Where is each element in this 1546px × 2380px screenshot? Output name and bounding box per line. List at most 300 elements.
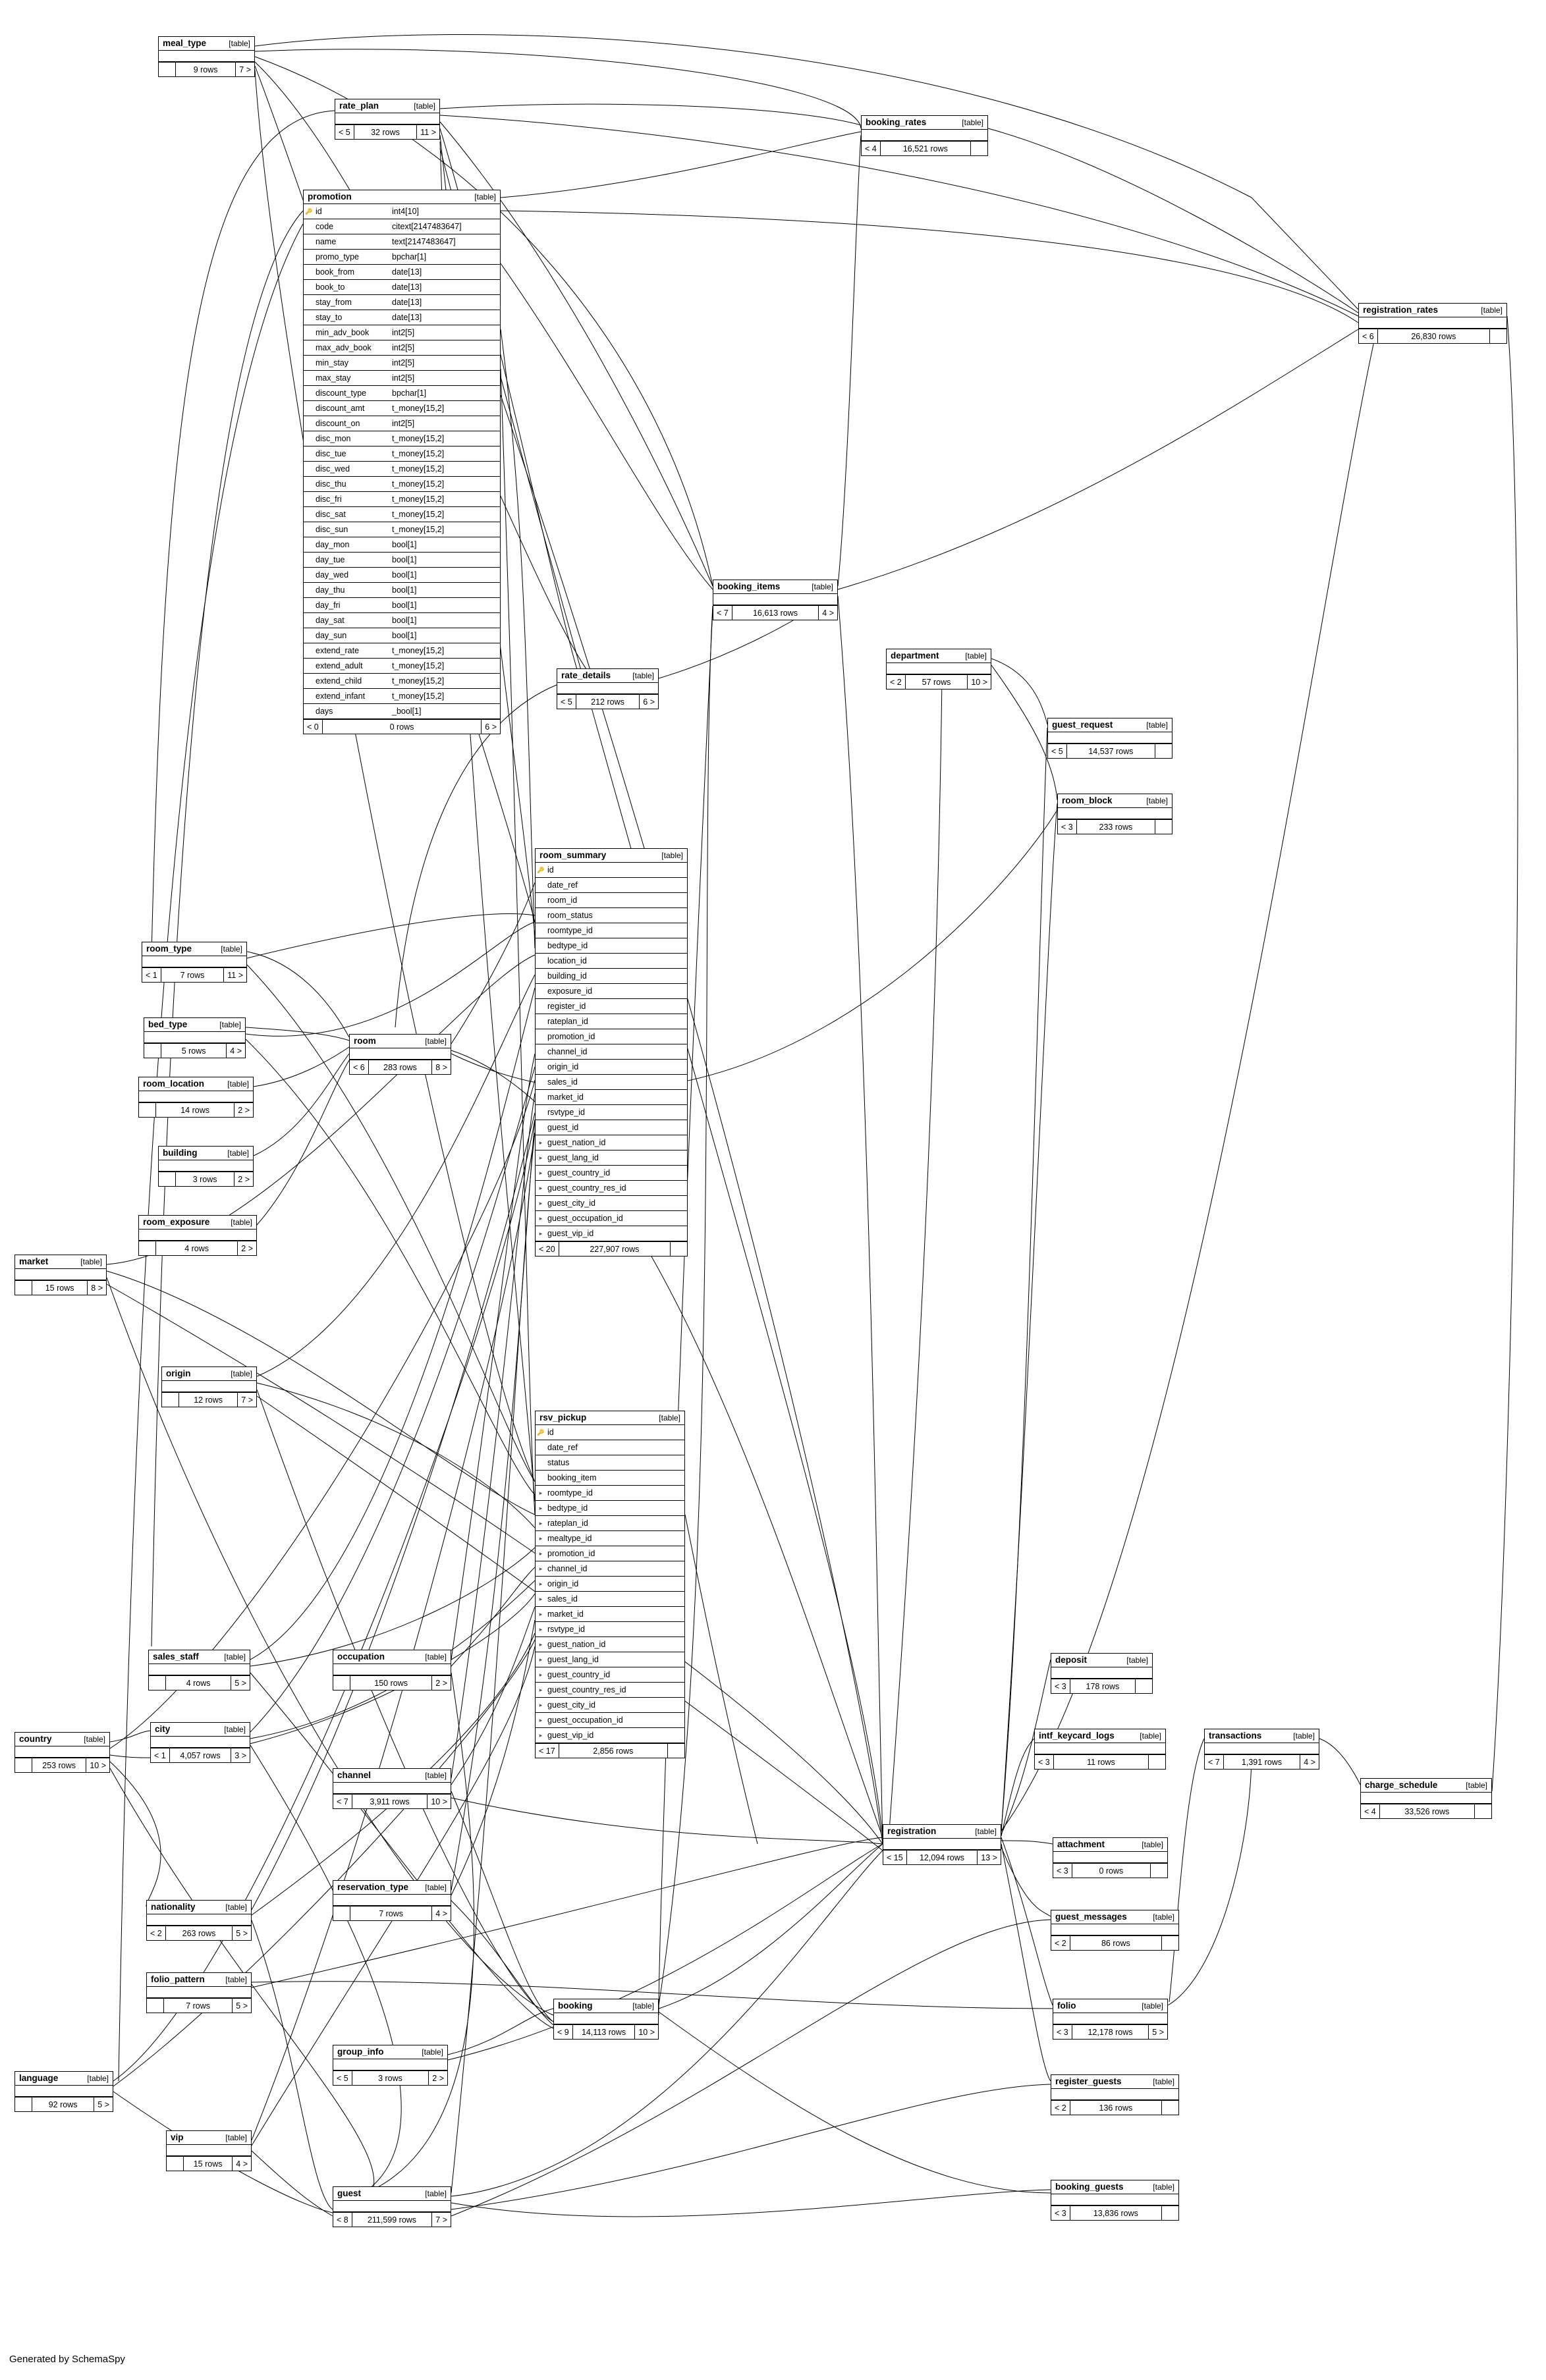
foreign-key-icon [537,1535,545,1542]
table-node-rate_plan[interactable] [335,99,440,140]
column-row[interactable] [536,1075,687,1090]
table-node-room_block[interactable] [1057,794,1173,834]
table-header-charge_schedule[interactable] [1361,1779,1491,1793]
table-header-room_exposure[interactable] [139,1216,256,1230]
table-name-rate_plan: rate_plan [339,101,379,111]
column-name: code [316,222,334,231]
table-header-booking[interactable] [554,1999,658,2013]
table-header-group_info[interactable] [333,2045,447,2059]
column-name: location_id [547,956,587,965]
table-node-room_exposure[interactable] [138,1215,257,1256]
row-count: 4 rows [184,1243,209,1253]
column-row[interactable] [304,340,500,356]
column-row[interactable] [304,689,500,704]
column-name: id [316,207,322,216]
table-node-attachment[interactable] [1053,1837,1168,1878]
table-body-placeholder [1361,1793,1491,1804]
table-node-room_summary[interactable] [535,848,688,1257]
column-row[interactable] [536,954,687,969]
incoming-relations-count: < 9 [554,2025,573,2039]
column-name: day_fri [316,601,341,610]
column-row[interactable] [536,1211,687,1226]
column-name: min_stay [316,358,349,367]
column-name: guest_id [547,1123,579,1132]
table-header-channel[interactable] [333,1769,451,1783]
column-row[interactable] [536,1425,684,1440]
table-node-room_location[interactable] [138,1077,254,1118]
column-row[interactable] [304,431,500,446]
table-body-placeholder [713,594,837,605]
table-node-transactions[interactable] [1204,1729,1319,1770]
column-row[interactable] [536,1455,684,1471]
table-node-folio_pattern[interactable] [146,1972,252,2013]
row-count: 4,057 rows [180,1750,221,1760]
column-name: stay_to [316,313,343,322]
table-footer-attachment [1053,1863,1167,1878]
column-row[interactable] [536,863,687,878]
outgoing-relations-count: 10 > [967,675,991,689]
table-name-bed_type: bed_type [148,1019,188,1029]
table-node-channel[interactable] [333,1768,451,1809]
outgoing-relations-count: 2 > [431,1676,451,1690]
foreign-key-icon [537,1565,545,1573]
table-header-nationality[interactable] [147,1901,251,1914]
table-footer-guest_messages [1051,1935,1178,1950]
table-body-placeholder [887,663,991,674]
column-row[interactable] [536,1622,684,1637]
column-type: bool[1] [392,585,417,595]
column-row[interactable] [304,477,500,492]
table-header-reservation_type[interactable] [333,1881,451,1895]
table-node-intf_keycard_logs[interactable] [1034,1729,1166,1770]
table-name-city: city [155,1724,171,1734]
table-name-building: building [163,1148,198,1158]
column-type: t_money[15,2] [392,464,445,473]
column-row[interactable] [304,507,500,522]
column-type: date[13] [392,313,422,322]
column-row[interactable] [536,1120,687,1135]
table-node-city[interactable] [150,1722,250,1763]
table-header-booking_rates[interactable] [862,116,987,130]
column-row[interactable] [536,969,687,984]
column-name: disc_tue [316,449,346,458]
column-row[interactable] [536,1029,687,1044]
table-header-origin[interactable] [162,1367,256,1381]
table-node-vip[interactable] [166,2130,252,2171]
outgoing-relations-count [667,1744,684,1758]
table-tag-registration_rates: [table] [1481,305,1503,315]
table-tag-attachment: [table] [1142,1839,1163,1849]
column-row[interactable] [304,704,500,719]
table-tag-nationality: [table] [225,1902,247,1912]
table-header-guest_messages[interactable] [1051,1910,1178,1924]
table-header-department[interactable] [887,649,991,663]
table-header-register_guests[interactable] [1051,2075,1178,2089]
column-name: guest_vip_id [547,1731,594,1740]
table-name-room_block: room_block [1062,796,1113,805]
column-row[interactable] [536,1516,684,1531]
table-node-rsv_pickup[interactable] [535,1411,685,1758]
table-footer-sales_staff [149,1675,250,1690]
table-header-city[interactable] [151,1723,250,1737]
table-header-intf_keycard_logs[interactable] [1035,1729,1165,1743]
column-row[interactable] [536,1501,684,1516]
row-count: 12,178 rows [1088,2027,1133,2037]
column-row[interactable] [304,401,500,416]
column-type: int2[5] [392,419,415,428]
column-name: guest_country_id [547,1168,611,1177]
column-row[interactable] [536,1667,684,1683]
table-node-country[interactable] [14,1732,110,1773]
table-header-booking_items[interactable] [713,580,837,594]
table-node-building[interactable] [158,1146,254,1187]
column-row[interactable] [536,1135,687,1150]
table-header-occupation[interactable] [333,1650,451,1664]
column-row[interactable] [536,1592,684,1607]
column-row[interactable] [536,1150,687,1166]
row-count: 16,521 rows [902,144,948,153]
column-type: t_money[15,2] [392,404,445,413]
column-row[interactable] [304,265,500,280]
foreign-key-icon [537,1185,545,1192]
column-row[interactable] [304,250,500,265]
table-node-booking_rates[interactable] [861,115,988,156]
column-row[interactable] [304,628,500,643]
incoming-relations-count: < 3 [1053,2025,1072,2039]
column-row[interactable] [536,893,687,908]
column-row[interactable] [536,1698,684,1713]
incoming-relations-count [333,1676,350,1690]
table-name-deposit: deposit [1055,1655,1088,1665]
outgoing-relations-count [1161,2101,1178,2115]
column-row[interactable] [536,1637,684,1652]
row-count: 227,907 rows [590,1244,640,1254]
foreign-key-icon [537,1200,545,1207]
table-header-room_block[interactable] [1058,794,1172,808]
table-node-group_info[interactable] [333,2045,448,2086]
table-node-folio[interactable] [1053,1999,1168,2040]
table-header-room_type[interactable] [142,942,246,956]
table-header-guest[interactable] [333,2187,451,2201]
column-row[interactable] [304,674,500,689]
column-row[interactable] [304,416,500,431]
column-name: status [547,1458,570,1467]
table-node-guest_messages[interactable] [1051,1910,1179,1951]
table-tag-sales_staff: [table] [224,1652,246,1662]
column-row[interactable] [304,643,500,659]
table-footer-origin [162,1392,256,1407]
column-row[interactable] [536,1181,687,1196]
column-row[interactable] [304,583,500,598]
column-row[interactable] [536,1440,684,1455]
column-row[interactable] [536,1226,687,1241]
outgoing-relations-count [1489,329,1506,343]
column-name: booking_item [547,1473,597,1482]
incoming-relations-count [15,2097,32,2111]
table-header-vip[interactable] [167,2131,251,2145]
table-header-meal_type[interactable] [159,37,254,51]
table-node-nationality[interactable] [146,1900,252,1941]
table-header-room_location[interactable] [139,1077,253,1091]
primary-key-icon [537,1429,545,1436]
table-body-placeholder [1048,732,1172,744]
column-type: t_money[15,2] [392,691,445,701]
column-row[interactable] [536,984,687,999]
table-header-language[interactable] [15,2072,113,2086]
table-node-bed_type[interactable] [144,1017,246,1058]
column-row[interactable] [536,878,687,893]
table-header-rate_details[interactable] [557,669,658,683]
column-row[interactable] [536,999,687,1014]
column-type: bpchar[1] [392,389,427,398]
column-type: t_money[15,2] [392,510,445,519]
table-name-room_summary: room_summary [539,850,607,860]
column-row[interactable] [304,446,500,462]
column-row[interactable] [536,908,687,923]
outgoing-relations-count [1155,744,1172,758]
table-header-guest_request[interactable] [1048,718,1172,732]
table-header-country[interactable] [15,1733,109,1746]
table-name-room: room [354,1036,376,1046]
table-name-rsv_pickup: rsv_pickup [539,1413,587,1422]
column-type: t_money[15,2] [392,646,445,655]
table-node-language[interactable] [14,2071,113,2112]
column-row[interactable] [304,522,500,537]
table-tag-rate_details: [table] [632,670,654,680]
table-name-folio: folio [1057,2001,1076,2011]
column-name: day_thu [316,585,345,595]
column-name: date_ref [547,880,578,890]
table-node-charge_schedule[interactable] [1360,1778,1492,1819]
column-row[interactable] [536,923,687,938]
table-node-guest_request[interactable] [1047,718,1173,759]
table-header-promotion[interactable] [304,190,500,204]
table-header-transactions[interactable] [1205,1729,1319,1743]
row-count: 26,830 rows [1411,331,1456,341]
column-row[interactable] [536,1044,687,1060]
column-row[interactable] [304,553,500,568]
column-row[interactable] [304,280,500,295]
column-row[interactable] [536,1196,687,1211]
table-node-room_type[interactable] [142,942,247,983]
incoming-relations-count: < 3 [1053,1864,1072,1878]
table-name-promotion: promotion [308,192,352,202]
table-node-origin[interactable] [161,1366,257,1407]
table-tag-room_exposure: [table] [231,1217,252,1227]
table-node-meal_type[interactable] [158,36,255,77]
table-name-channel: channel [337,1770,372,1780]
table-node-market[interactable] [14,1255,107,1295]
column-row[interactable] [304,598,500,613]
table-body-placeholder [862,130,987,141]
table-name-attachment: attachment [1057,1839,1105,1849]
table-node-sales_staff[interactable] [148,1650,250,1690]
table-node-department[interactable] [886,649,991,690]
column-row[interactable] [304,371,500,386]
table-body-placeholder [1051,1667,1152,1679]
table-header-attachment[interactable] [1053,1838,1167,1852]
row-count: 283 rows [383,1062,417,1072]
table-footer-occupation [333,1675,451,1690]
table-tag-deposit: [table] [1126,1655,1148,1665]
table-footer-city [151,1748,250,1762]
column-row[interactable] [536,1577,684,1592]
column-row[interactable] [536,1683,684,1698]
table-node-booking_items[interactable] [713,580,838,620]
outgoing-relations-count: 2 > [237,1241,256,1255]
column-row[interactable] [536,1060,687,1075]
outgoing-relations-count [1150,1864,1167,1878]
column-name: guest_occupation_id [547,1214,623,1223]
table-node-register_guests[interactable] [1051,2074,1179,2115]
table-tag-guest: [table] [425,2188,447,2198]
table-tag-room_summary: [table] [661,850,683,860]
table-name-vip: vip [171,2132,184,2142]
column-row[interactable] [536,1561,684,1577]
column-row[interactable] [536,1014,687,1029]
table-name-sales_staff: sales_staff [153,1652,199,1662]
table-body-placeholder [159,1160,253,1172]
column-name: roomtype_id [547,926,593,935]
table-header-bed_type[interactable] [144,1018,245,1032]
column-type: int2[5] [392,328,415,337]
outgoing-relations-count: 2 > [234,1172,253,1186]
table-body-placeholder [1051,1924,1178,1935]
table-name-market: market [19,1257,49,1266]
column-name: book_to [316,283,345,292]
table-footer-promotion [304,719,500,734]
table-header-deposit[interactable] [1051,1654,1152,1667]
table-header-building[interactable] [159,1147,253,1160]
table-node-registration_rates[interactable] [1358,303,1507,344]
table-header-booking_guests[interactable] [1051,2180,1178,2194]
table-header-registration[interactable] [883,1825,1001,1839]
column-row[interactable] [304,537,500,553]
column-row[interactable] [536,1090,687,1105]
table-tag-room_type: [table] [221,944,242,954]
table-node-occupation[interactable] [333,1650,451,1690]
column-name: book_from [316,267,355,277]
column-row[interactable] [536,1471,684,1486]
incoming-relations-count: < 5 [557,695,576,709]
row-count: 11 rows [1086,1757,1115,1767]
outgoing-relations-count: 10 > [427,1795,451,1808]
table-node-deposit[interactable] [1051,1653,1153,1694]
column-type: _bool[1] [392,707,422,716]
table-body-placeholder [139,1230,256,1241]
table-footer-nationality [147,1926,251,1940]
foreign-key-icon [537,1611,545,1618]
table-node-registration[interactable] [883,1824,1001,1865]
table-footer-room_type [142,967,246,982]
table-name-charge_schedule: charge_schedule [1365,1780,1438,1790]
incoming-relations-count [333,1907,350,1920]
table-node-room[interactable] [349,1034,451,1075]
column-row[interactable] [536,1546,684,1561]
table-header-folio[interactable] [1053,1999,1167,2013]
table-name-occupation: occupation [337,1652,385,1662]
column-row[interactable] [304,613,500,628]
table-header-room[interactable] [350,1035,451,1048]
table-header-room_summary[interactable] [536,849,687,863]
table-header-market[interactable] [15,1255,106,1269]
column-row[interactable] [304,310,500,325]
row-count: 2,856 rows [593,1746,634,1756]
column-row[interactable] [536,1652,684,1667]
table-body-placeholder [1051,2089,1178,2100]
column-row[interactable] [304,234,500,250]
foreign-key-icon [537,1215,545,1222]
column-type: t_money[15,2] [392,525,445,534]
column-row[interactable] [536,1531,684,1546]
table-header-sales_staff[interactable] [149,1650,250,1664]
table-header-rsv_pickup[interactable] [536,1411,684,1425]
table-tag-bed_type: [table] [219,1019,241,1029]
column-row[interactable] [304,659,500,674]
table-header-rate_plan[interactable] [335,99,439,113]
table-header-registration_rates[interactable] [1359,304,1506,317]
table-tag-room_location: [table] [227,1079,249,1089]
column-row[interactable] [536,1486,684,1501]
column-row[interactable] [304,356,500,371]
table-node-promotion[interactable] [303,190,501,734]
table-name-country: country [19,1734,52,1744]
table-footer-market [15,1280,106,1295]
column-row[interactable] [304,325,500,340]
column-name: extend_adult [316,661,363,670]
column-name: promo_type [316,252,360,261]
column-type: int2[5] [392,343,415,352]
table-header-folio_pattern[interactable] [147,1973,251,1987]
table-name-registration: registration [887,1826,937,1836]
column-type: date[13] [392,298,422,307]
column-row[interactable] [304,386,500,401]
foreign-key-icon [537,1626,545,1633]
column-row[interactable] [536,1713,684,1728]
table-name-group_info: group_info [337,2047,384,2057]
column-name: max_stay [316,373,351,383]
table-node-reservation_type[interactable] [333,1880,451,1921]
column-row[interactable] [536,938,687,954]
column-row[interactable] [304,204,500,219]
incoming-relations-count: < 6 [350,1060,369,1074]
row-count: 4 rows [186,1678,211,1688]
table-tag-guest_messages: [table] [1153,1912,1174,1922]
outgoing-relations-count [1161,1936,1178,1950]
row-count: 253 rows [42,1760,76,1770]
column-row[interactable] [304,568,500,583]
column-row[interactable] [536,1728,684,1743]
column-row[interactable] [536,1105,687,1120]
column-row[interactable] [536,1166,687,1181]
column-row[interactable] [304,462,500,477]
row-count: 3 rows [192,1174,217,1184]
table-node-guest[interactable] [333,2186,451,2227]
column-name: rsvtype_id [547,1625,585,1634]
table-node-booking_guests[interactable] [1051,2180,1179,2221]
column-type: t_money[15,2] [392,479,445,489]
table-node-booking[interactable] [553,1999,659,2040]
outgoing-relations-count: 6 > [481,720,500,734]
column-row[interactable] [304,492,500,507]
column-row[interactable] [304,295,500,310]
table-node-rate_details[interactable] [557,668,659,709]
column-row[interactable] [304,219,500,234]
column-row[interactable] [536,1607,684,1622]
column-name: promotion_id [547,1549,595,1558]
column-name: disc_thu [316,479,346,489]
column-type: text[2147483647] [392,237,456,246]
